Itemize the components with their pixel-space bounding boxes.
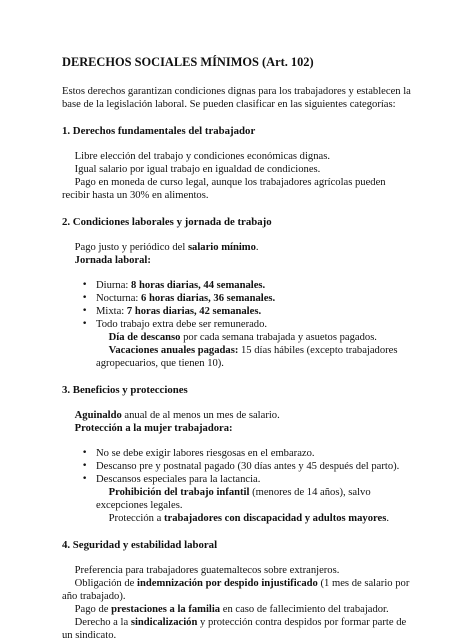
list-item: • Descansos especiales para la lactancia.: [96, 473, 412, 486]
intro-paragraph: Estos derechos garantizan condiciones dignas para los trabajadores y establecen la base de la legislación laboral. Se pueden clasificar en las siguientes categorías:: [62, 86, 411, 110]
s3-paragraph: Protección a la mujer trabajadora:: [74, 423, 233, 434]
s2-bullet-list: [62, 279, 412, 370]
s4-item: Obligación de indemnización por despido injustificado (1 mes de salario por año trabajado).: [62, 578, 410, 602]
list-item: • No se debe exigir labores riesgosas en el embarazo.: [96, 447, 412, 460]
list-item: Prohibición del trabajo infantil (menores de 14 años), salvo excepciones legales.: [96, 487, 371, 511]
s4-item: Preferencia para trabajadores guatemaltecos sobre extranjeros.: [74, 565, 340, 576]
list-item: • Diurna: 8 horas diarias, 44 semanales.: [96, 279, 412, 292]
s4-item: Pago de prestaciones a la familia en caso de fallecimiento del trabajador.: [74, 604, 389, 615]
section-3-heading: 3. Beneficios y protecciones: [62, 384, 188, 396]
list-item: • Descanso pre y postnatal pagado (30 días antes y 45 después del parto).: [96, 460, 412, 473]
list-item: • Mixta: 7 horas diarias, 42 semanales.: [96, 305, 412, 318]
section-2-heading: 2. Condiciones laborales y jornada de trabajo: [62, 216, 272, 228]
s4-item: Derecho a la sindicalización y protección contra despidos por formar parte de un sindicato.: [62, 617, 407, 641]
s2-paragraph: Jornada laboral:: [74, 255, 151, 266]
section-4-body: [62, 564, 412, 642]
s1-item: Igual salario por igual trabajo en igualdad de condiciones.: [74, 164, 321, 175]
document-title: DERECHOS SOCIALES MÍNIMOS (Art. 102): [62, 55, 314, 69]
s1-item: Libre elección del trabajo y condiciones económicas dignas.: [74, 151, 330, 162]
s3-bullet-list: [62, 447, 412, 525]
section-2-body: [62, 241, 412, 370]
list-item: • Nocturna: 6 horas diarias, 36 semanales.: [96, 292, 412, 305]
section-1-heading: 1. Derechos fundamentales del trabajador: [62, 125, 256, 137]
s3-paragraph: Aguinaldo anual de al menos un mes de salario.: [74, 410, 280, 421]
list-item: Día de descanso por cada semana trabajada y asuetos pagados.: [108, 332, 377, 343]
s1-item: Pago en moneda de curso legal, aunque los trabajadores agrícolas pueden recibir hasta un 30% en alimentos.: [62, 177, 386, 201]
list-item: Protección a trabajadores con discapacidad y adultos mayores.: [108, 513, 390, 524]
list-item: • Todo trabajo extra debe ser remunerado.: [96, 318, 412, 331]
section-3-body: [62, 409, 412, 525]
list-item: Vacaciones anuales pagadas: 15 días hábiles (excepto trabajadores agropecuarios, que tienen 10).: [96, 345, 398, 369]
s2-paragraph: Pago justo y periódico del salario mínimo.: [74, 242, 259, 253]
section-1-body: [62, 150, 412, 202]
section-4-heading: 4. Seguridad y estabilidad laboral: [62, 539, 218, 551]
